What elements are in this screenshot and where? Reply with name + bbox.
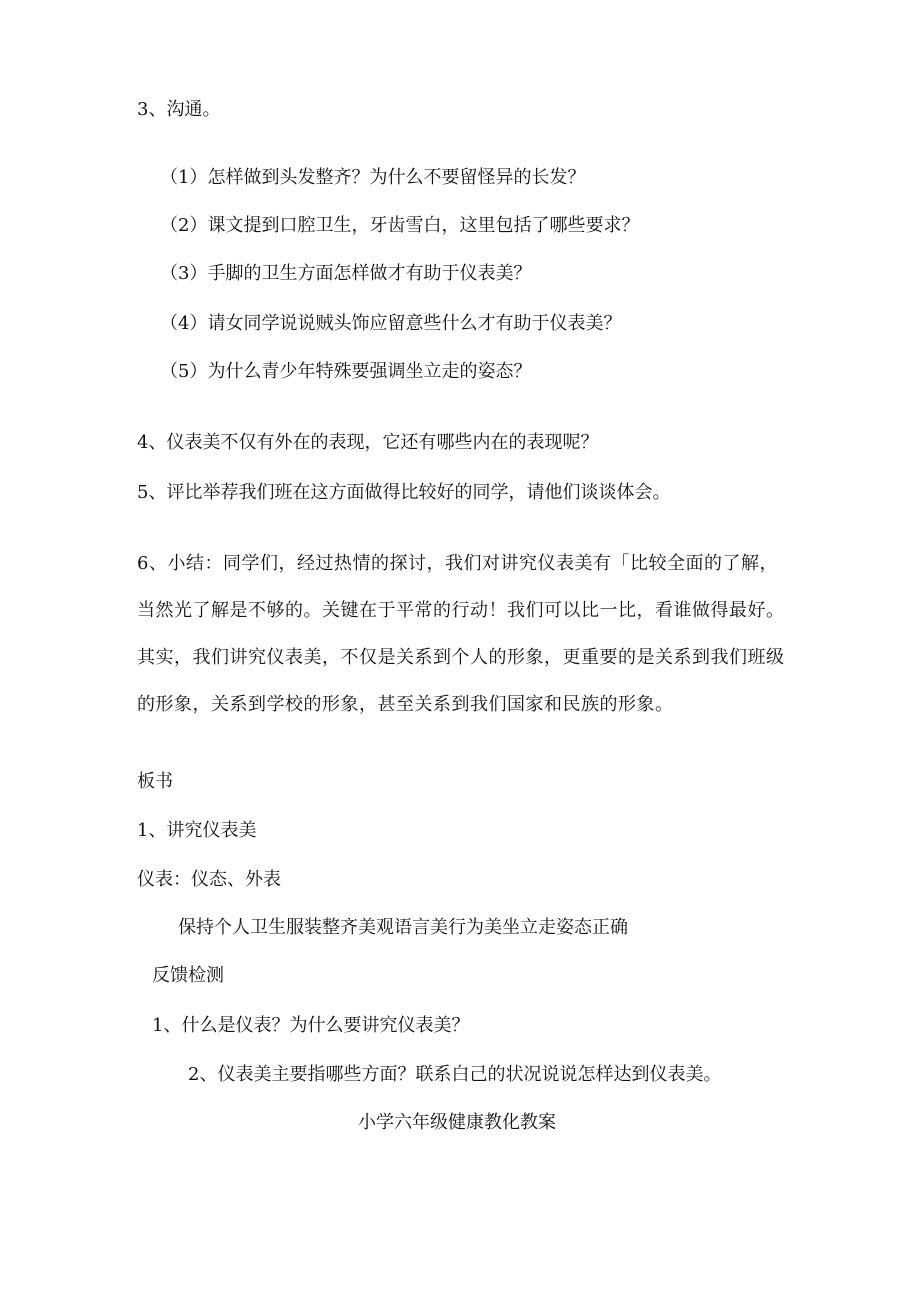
feedback-question-1: 1、什么是仪表？为什么要讲究仪表美？ [152, 1015, 470, 1036]
section6-summary: 6、小结：同学们，经过热情的探讨，我们对讲究仪表美有「比较全面的了解，当然光了解是不够的。关键在于平常的行动！我们可以比一比，看谁做得最好。其实，我们讲究仪表美，不仅是关系到个人的形象，更重要的是关系到我们班级的形象，关系到学校的形象，甚至关系到我们国家和民族的形象。 [137, 553, 785, 715]
blackboard-title: 板书 [137, 771, 173, 792]
section3-heading: 3、沟通。 [137, 99, 221, 120]
blackboard-definition: 仪表：仪态、外表 [137, 869, 281, 890]
section4-text: 4、仪表美不仅有外在的表现，它还有哪些内在的表现呢？ [137, 432, 599, 453]
section5-text: 5、评比举荐我们班在这方面做得比较好的同学，请他们谈谈体会。 [137, 482, 671, 503]
footer-title: 小学六年级健康教化教案 [358, 1112, 556, 1133]
feedback-question-2: 2、仪表美主要指哪些方面？联系白己的状况说说怎样达到仪表美。 [188, 1064, 722, 1085]
blackboard-points: 保持个人卫生服装整齐美观语言美行为美坐立走姿态正确 [178, 917, 628, 938]
section3-question-4: （4）请女同学说说贼头饰应留意些什么才有助于仪表美？ [160, 313, 622, 334]
section3-question-1: （1）怎样做到头发整齐？为什么不要留怪异的长发？ [160, 167, 586, 188]
blackboard-item-1: 1、讲究仪表美 [137, 820, 257, 841]
section3-question-5: （5）为什么青少年特殊要强调坐立走的姿态？ [160, 361, 532, 382]
section3-question-2: （2）课文提到口腔卫生，牙齿雪白，这里包括了哪些要求？ [160, 215, 640, 236]
section3-question-3: （3）手脚的卫生方面怎样做才有助于仪表美？ [160, 263, 532, 284]
feedback-title: 反馈检测 [152, 965, 224, 986]
